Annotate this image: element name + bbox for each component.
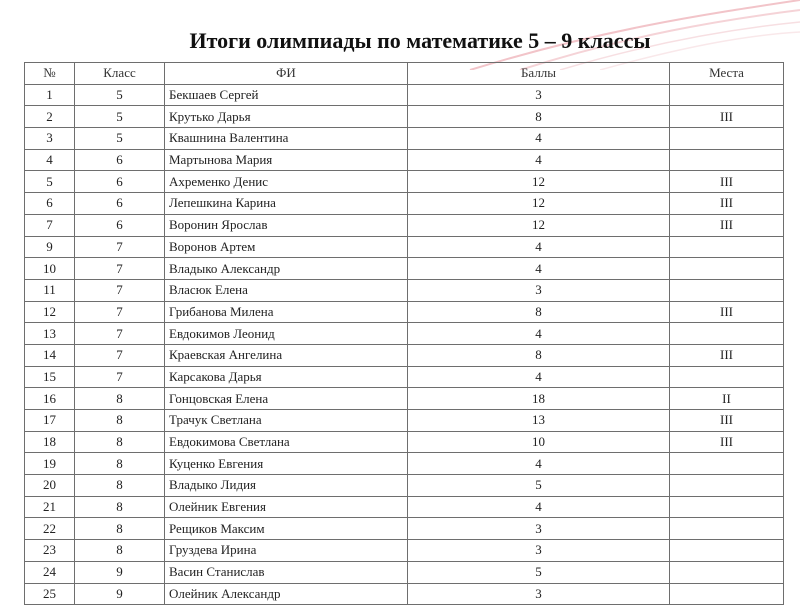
cell-class: 9 [75, 583, 165, 605]
cell-score: 3 [408, 540, 670, 562]
cell-score: 4 [408, 258, 670, 280]
table-row [25, 388, 784, 410]
cell-place [670, 236, 784, 258]
table-row [25, 214, 784, 236]
table-row [25, 323, 784, 345]
cell-class: 7 [75, 366, 165, 388]
table-row [25, 106, 784, 128]
cell-score: 4 [408, 496, 670, 518]
cell-score: 4 [408, 366, 670, 388]
cell-score: 4 [408, 149, 670, 171]
cell-number: 19 [25, 453, 75, 475]
cell-score: 10 [408, 431, 670, 453]
cell-name: Воронин Ярослав [165, 214, 408, 236]
cell-number: 1 [25, 84, 75, 106]
table-row [25, 149, 784, 171]
cell-name: Лепешкина Карина [165, 193, 408, 215]
cell-name: Олейник Александр [165, 583, 408, 605]
cell-number: 12 [25, 301, 75, 323]
cell-score: 18 [408, 388, 670, 410]
cell-score: 8 [408, 106, 670, 128]
cell-number: 25 [25, 583, 75, 605]
cell-name: Ахременко Денис [165, 171, 408, 193]
cell-name: Владыко Александр [165, 258, 408, 280]
cell-number: 3 [25, 128, 75, 150]
cell-place [670, 540, 784, 562]
table-row [25, 193, 784, 215]
cell-name: Олейник Евгения [165, 496, 408, 518]
cell-place [670, 561, 784, 583]
table-row [25, 475, 784, 497]
table-row [25, 171, 784, 193]
cell-class: 9 [75, 561, 165, 583]
table-row [25, 410, 784, 432]
cell-score: 8 [408, 301, 670, 323]
cell-place: III [670, 193, 784, 215]
cell-place [670, 475, 784, 497]
cell-number: 14 [25, 344, 75, 366]
cell-class: 5 [75, 84, 165, 106]
table-row [25, 236, 784, 258]
cell-class: 6 [75, 214, 165, 236]
table-row [25, 84, 784, 106]
cell-place [670, 518, 784, 540]
cell-place: III [670, 301, 784, 323]
cell-score: 5 [408, 475, 670, 497]
cell-class: 7 [75, 258, 165, 280]
cell-number: 22 [25, 518, 75, 540]
cell-score: 4 [408, 128, 670, 150]
cell-name: Евдокимов Леонид [165, 323, 408, 345]
cell-score: 3 [408, 583, 670, 605]
header-score: Баллы [408, 63, 670, 85]
cell-class: 6 [75, 193, 165, 215]
cell-place [670, 583, 784, 605]
cell-class: 8 [75, 540, 165, 562]
header-place: Места [670, 63, 784, 85]
cell-class: 5 [75, 106, 165, 128]
cell-number: 10 [25, 258, 75, 280]
cell-name: Гонцовская Елена [165, 388, 408, 410]
table-row [25, 431, 784, 453]
cell-score: 5 [408, 561, 670, 583]
cell-name: Бекшаев Сергей [165, 84, 408, 106]
cell-class: 7 [75, 323, 165, 345]
cell-score: 4 [408, 453, 670, 475]
cell-name: Васин Станислав [165, 561, 408, 583]
cell-name: Карсакова Дарья [165, 366, 408, 388]
cell-number: 7 [25, 214, 75, 236]
cell-class: 8 [75, 475, 165, 497]
cell-class: 7 [75, 344, 165, 366]
table-row [25, 258, 784, 280]
cell-number: 9 [25, 236, 75, 258]
cell-place: III [670, 171, 784, 193]
cell-name: Владыко Лидия [165, 475, 408, 497]
cell-number: 20 [25, 475, 75, 497]
cell-number: 11 [25, 279, 75, 301]
cell-class: 7 [75, 301, 165, 323]
cell-name: Груздева Ирина [165, 540, 408, 562]
cell-place [670, 149, 784, 171]
cell-score: 4 [408, 236, 670, 258]
cell-number: 4 [25, 149, 75, 171]
cell-place: III [670, 344, 784, 366]
cell-class: 7 [75, 279, 165, 301]
cell-class: 8 [75, 410, 165, 432]
cell-name: Крутько Дарья [165, 106, 408, 128]
cell-place: III [670, 431, 784, 453]
cell-place [670, 84, 784, 106]
cell-class: 7 [75, 236, 165, 258]
cell-place [670, 366, 784, 388]
cell-name: Трачук Светлана [165, 410, 408, 432]
cell-score: 12 [408, 214, 670, 236]
cell-place: III [670, 410, 784, 432]
results-table [24, 62, 784, 605]
cell-number: 5 [25, 171, 75, 193]
cell-place: III [670, 214, 784, 236]
table-row [25, 496, 784, 518]
table-row [25, 518, 784, 540]
cell-name: Грибанова Милена [165, 301, 408, 323]
table-row [25, 344, 784, 366]
cell-class: 8 [75, 496, 165, 518]
header-name: ФИ [165, 63, 408, 85]
cell-name: Квашнина Валентина [165, 128, 408, 150]
cell-class: 6 [75, 171, 165, 193]
cell-class: 6 [75, 149, 165, 171]
table-row [25, 279, 784, 301]
page-title: Итоги олимпиады по математике 5 – 9 классы [189, 28, 651, 53]
header-class: Класс [75, 63, 165, 85]
cell-number: 2 [25, 106, 75, 128]
table-row [25, 128, 784, 150]
cell-number: 6 [25, 193, 75, 215]
cell-name: Воронов Артем [165, 236, 408, 258]
cell-score: 3 [408, 518, 670, 540]
cell-score: 3 [408, 279, 670, 301]
cell-number: 21 [25, 496, 75, 518]
cell-number: 18 [25, 431, 75, 453]
cell-place [670, 323, 784, 345]
table-header-row [25, 63, 784, 85]
cell-place [670, 453, 784, 475]
cell-name: Куценко Евгения [165, 453, 408, 475]
cell-score: 13 [408, 410, 670, 432]
cell-name: Рещиков Максим [165, 518, 408, 540]
cell-score: 12 [408, 193, 670, 215]
cell-class: 5 [75, 128, 165, 150]
cell-place [670, 496, 784, 518]
cell-name: Краевская Ангелина [165, 344, 408, 366]
cell-number: 15 [25, 366, 75, 388]
cell-class: 8 [75, 518, 165, 540]
table-row [25, 540, 784, 562]
cell-number: 23 [25, 540, 75, 562]
header-number: № [25, 63, 75, 85]
table-row [25, 453, 784, 475]
cell-name: Власюк Елена [165, 279, 408, 301]
cell-number: 24 [25, 561, 75, 583]
cell-class: 8 [75, 453, 165, 475]
cell-name: Мартынова Мария [165, 149, 408, 171]
cell-number: 17 [25, 410, 75, 432]
table-row [25, 561, 784, 583]
table-row [25, 583, 784, 605]
cell-name: Евдокимова Светлана [165, 431, 408, 453]
cell-place [670, 279, 784, 301]
cell-place: III [670, 106, 784, 128]
cell-number: 13 [25, 323, 75, 345]
table-row [25, 301, 784, 323]
cell-place [670, 258, 784, 280]
table-row [25, 366, 784, 388]
cell-class: 8 [75, 431, 165, 453]
cell-place: II [670, 388, 784, 410]
cell-number: 16 [25, 388, 75, 410]
cell-class: 8 [75, 388, 165, 410]
cell-place [670, 128, 784, 150]
cell-score: 8 [408, 344, 670, 366]
cell-score: 3 [408, 84, 670, 106]
cell-score: 4 [408, 323, 670, 345]
cell-score: 12 [408, 171, 670, 193]
